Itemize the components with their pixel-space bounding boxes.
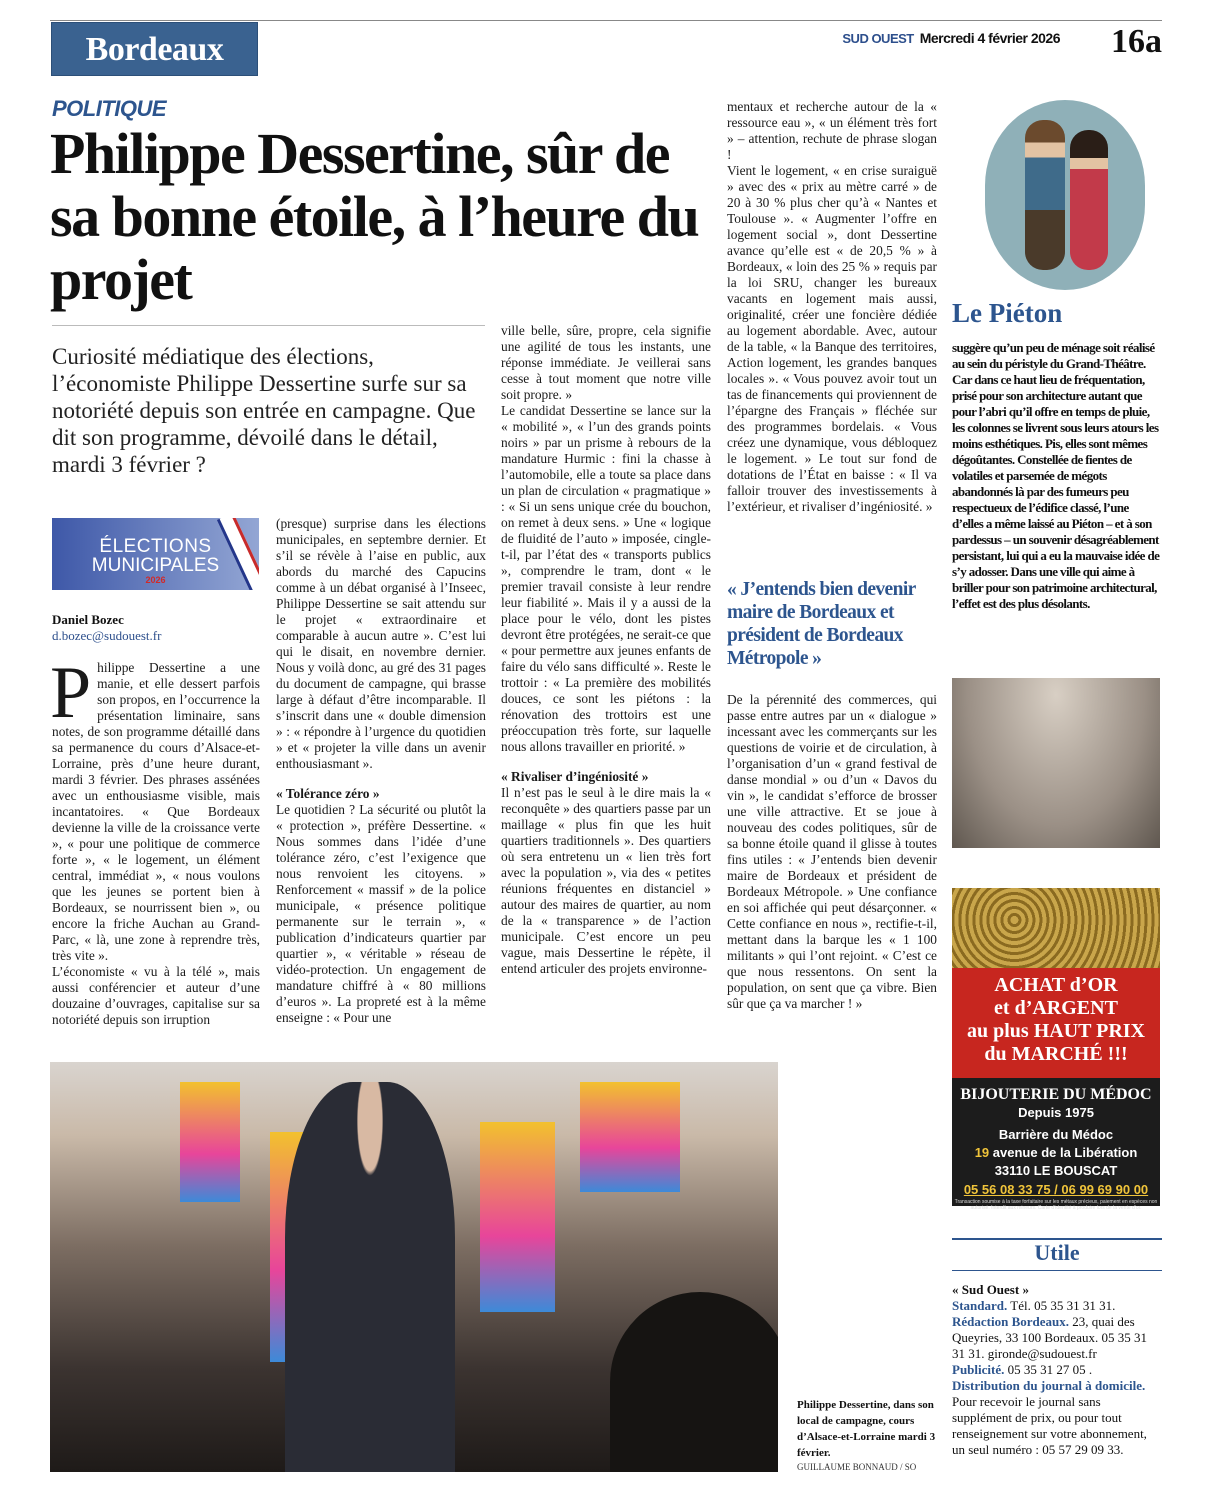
pieton-text: suggère qu’un peu de ménage soit réalisé au sein du péristyle du Grand-Théâtre. Car dans ce haut lieu de fréquentation, prisé pour son architecture autant que pour l’abri qu’il offre en temps de pluie, les colonnes se livrent sous leurs atours les moins esthétiques. Pis, elles sont mêmes dégoûtantes. Constellée de fientes de volatiles et parsemée de mégots abandonnés là par des fumeurs peu respectueux de l’édifice classé, l’une d’elles a même laissé au Piéton – et à son pardessus – un souvenir désagréablement persistant, lui qui a eu la mauvaise idée de s’y adosser. Dans une ville qui aime à briller pour son patrimoine architectural, l’effet est des plus désolants. xyxy=(952,340,1160,611)
gold-image xyxy=(952,888,1160,968)
utile-paper: « Sud Ouest » xyxy=(952,1282,1029,1297)
elections-badge xyxy=(52,518,259,590)
paragraph: De la pérennité des commerces, qui passe entre autres par un « dialogue » incessant avec les commerçants sur les questions de voirie et de circulation, à l’organisation d’un « grand festival de danse mondial » ou d’un « Davos du vin », le candidat s’efforce de brosser une ville attractive. Et se joue à nouveau des codes politiques, sûr de sa bonne étoile quand il glisse à toutes fins utiles : « J’entends bien devenir maire de Bordeaux et président de Bordeaux Métropole. » Une confiance en soi affichée qui peut désarçonner. « Cette confiance en nous », rectifie-t-il, mettant dans la barque les « 1 100 militants » qui l’ont rejoint. « C’est ce que nous ressentons. On sent la population, on sent que ça vibre. Bien sûr que ça va marcher ! » xyxy=(727,692,937,1011)
paragraph: hilippe Dessertine a une manie, et elle dessert parfois son propos, en l’occurrence la présentation liminaire, sans notes, de son programme détaillé dans sa permanence du cours d’Alsace-et-Lorraine, près d’une heure durant, mardi 3 février. Des phrases assénées avec un enthousiasme visible, mais incantatoires. « Que Bordeaux devienne la ville de la croissance verte », « pour une politique de commerce forte », « le logement, un élément central, immédiat », « nous voulons que les jeunes se portent bien à Bordeaux, se nourrissent bien », ou encore la friche Auchan au Grand-Parc, « là, une zone à reprendre très, très vite ». xyxy=(52,660,260,963)
photo-caption: Philippe Dessertine, dans son local de campagne, cours d’Alsace-et-Lorraine mardi 3 février. xyxy=(797,1399,936,1459)
paragraph: mentaux et recherche autour de la « ressource eau », « un élément très fort » – attention, rechute de phrase slogan ! xyxy=(727,99,937,162)
issue-date: Mercredi 4 février 2026 xyxy=(919,30,1060,46)
photo-credit: GUILLAUME BONNAUD / SO xyxy=(797,1462,917,1472)
article-column-1 xyxy=(50,652,260,1028)
utile-item: Rédaction Bordeaux. 23, quai des Queyries, 33 100 Bordeaux. 05 35 31 31 31. gironde@sudouest.fr xyxy=(952,1314,1147,1361)
author-name: Daniel Bozec xyxy=(52,612,124,627)
masthead xyxy=(842,30,1060,46)
article-column-3 xyxy=(501,323,711,977)
paragraph: Vient le logement, « en crise suraiguë » avec des « prix au mètre carré » de 20 à 30 % plus cher qu’à « Nantes et Toulouse ». « Augmenter l’offre en logement social », dont Dessertine avance qu’elle est « de 20,5 % » à Bordeaux, « loin des 25 % » requis par la loi SRU, changer les bureaux vacants en logement mais aussi, originalité, créer une foncière dédiée au logement abordable. Avec, autour de la table, « la Banque des territoires, Action logement, les grandes banques locales ». « Vous pouvez avoir tout un tas de financements qui proviennent de l’épargne des Français » fléchée sur des programmes bordelais. « Vous créez une dynamique, vous débloquez le logement. » Le tout sur fond de dotations de l’État en baisse : « Il va falloir trouver des investissements à l’extérieur, et rivaliser d’ingéniosité. » xyxy=(727,163,937,514)
utile-item: Standard. Tél. 05 35 31 31 31. xyxy=(952,1298,1116,1313)
paragraph: (presque) surprise dans les élections municipales, en septembre dernier. Et s’il se révèle à l’aise en public, aux abords du marché des Capucins comme à un débat organisé à l’Inseec, Philippe Dessertine se sait attendu sur le projet « extraordinaire et comparable à aucun autre ». C’est lui qui le disait, en novembre dernier. Nous y voilà donc, au gré des 31 pages du document de campagne, qui brasse large à défaut d’être incomparable. Il s’inscrit dans une « double dimension » : « répondre à l’urgence du quotidien » et « projeter la ville dans un avenir enthousiasmant ». xyxy=(276,516,486,771)
article-column-4b xyxy=(727,692,937,1012)
badge-year: 2026 xyxy=(145,575,166,585)
paragraph: ville belle, sûre, propre, cela signifie une agilité de tous les instants, une réponse immédiate. Je veillerai sans cesse à tout moment que notre ville soit propre. » xyxy=(501,323,711,402)
subheading: « Tolérance zéro » xyxy=(276,786,380,801)
ad-city: 33110 LE BOUSCAT xyxy=(994,1163,1118,1178)
headline: Philippe Dessertine, sûr de sa bonne étoile, à l’heure du projet xyxy=(50,121,699,312)
divider xyxy=(952,1270,1162,1271)
divider xyxy=(52,325,485,326)
top-rule xyxy=(50,20,1162,21)
article-column-4 xyxy=(727,99,937,515)
paragraph: Le candidat Dessertine se lance sur la « mobilité », « l’un des grands points noirs » par un prisme à rebours de la mandature Hurmic : fini la chasse à l’automobile, elle a toute sa place dans un plan de circulation « pragmatique » : « Si un sens unique crée du bouchon, on remet à deux sens. » Une « logique de fluidité de l’auto » imposée, cingle-t-il, par l’état des « transports publics », comprendre le tram, dont « le premier travail consiste à leur rendre leur fiabilité ». Mais il y a aussi de la place pour le vélo, dont les pistes devront être protégées, ne serait-ce que « pour permettre aux jeunes enfants de faire du vélo sans difficulté ». Reste le trottoir : « La première des mobilités douces, ce sont les piétons : la rénovation des trottoirs est une préoccupation très forte, sur laquelle nous allons travailler en priorité. » xyxy=(501,403,711,754)
author-email[interactable]: d.bozec@sudouest.fr xyxy=(52,628,162,643)
ad-legal: Transaction soumise à la taxe forfaitaire sur les métaux précieux, paiement en espèces non autorisé. Interdit aux mineurs. Carte d’identité à produire lors de la vente d’or. xyxy=(954,1199,1158,1211)
lede: Curiosité médiatique des élections, l’économiste Philippe Dessertine surfe sur sa notoriété depuis son entrée en campagne. Que dit son programme, dévoilé dans le détail, mardi 3 février ? xyxy=(52,344,476,477)
paragraph: Il n’est pas le seul à le dire mais la « reconquête » des quartiers passe par un maillage « plus fin que les huit quartiers traditionnels ». Des quartiers où sera entretenu un « lien très fort avec la population », via des « petites réunions fréquentes en distanciel » autour des maires de quartier, au nom de la « transparence » de l’action municipale. C’est encore un peu vague, mais Dessertine le répète, il entend articuler des projets environne- xyxy=(501,785,711,976)
drop-cap: P xyxy=(50,652,92,734)
subheading: « Rivaliser d’ingéniosité » xyxy=(501,769,649,784)
ad-phones: 05 56 08 33 75 / 06 99 69 90 00 xyxy=(963,1182,1149,1197)
page-number: 16a xyxy=(1111,23,1162,60)
badge-line1: ÉLECTIONS xyxy=(99,536,212,557)
ad-shop-name: BIJOUTERIE DU MÉDOC xyxy=(960,1086,1152,1103)
pieton-illustration xyxy=(985,100,1145,290)
ad-place: Barrière du Médoc xyxy=(998,1127,1114,1142)
article-photo xyxy=(50,1062,778,1472)
utile-box xyxy=(952,1282,1162,1458)
pull-quote: « J’entends bien devenir maire de Bordeaux et président de Bordeaux Métropole » xyxy=(727,579,916,669)
ad-address: 19 avenue de la Libération xyxy=(974,1145,1138,1160)
advertisement[interactable] xyxy=(952,888,1160,1211)
column-photo xyxy=(952,678,1160,848)
paragraph: L’économiste « vu à la télé », mais aussi conférencier et auteur d’une douzaine d’ouvrages, capitalise sur sa notoriété depuis son irruption xyxy=(52,964,260,1027)
ad-headline: ACHAT d’OR et d’ARGENT au plus HAUT PRIX du MARCHÉ !!! xyxy=(952,968,1160,1078)
utile-title: Utile xyxy=(1034,1240,1080,1265)
badge-line2: MUNICIPALES xyxy=(91,555,220,576)
ad-since: Depuis 1975 xyxy=(1018,1105,1094,1120)
utile-item: Publicité. 05 35 31 27 05 . xyxy=(952,1362,1093,1377)
pieton-title: Le Piéton xyxy=(952,298,1063,328)
article-column-2 xyxy=(276,516,486,1026)
section-label: Bordeaux xyxy=(51,22,258,76)
kicker: POLITIQUE xyxy=(52,96,167,121)
utile-item: Distribution du journal à domicile. Pour recevoir le journal sans supplément de prix, ou pour tout renseignement sur votre abonnement, un seul numéro : 05 57 29 09 33. xyxy=(952,1378,1147,1457)
brand-logo: SUD OUEST xyxy=(842,31,914,46)
paragraph: Le quotidien ? La sécurité ou plutôt la « protection », préfère Dessertine. « Nous sommes dans l’idée d’une tolérance zéro, c’est l’exigence que nous renvoient les citoyens. » Renforcement « massif » de la police municipale, « présence politique permanente sur le terrain », « publication d’indicateurs quartier par quartier », « véritable » réseau de vidéo-protection. Un engagement de mandature chiffré à « 80 millions d’euros ». La propreté est à la même enseigne : « Pour une xyxy=(276,802,486,1025)
